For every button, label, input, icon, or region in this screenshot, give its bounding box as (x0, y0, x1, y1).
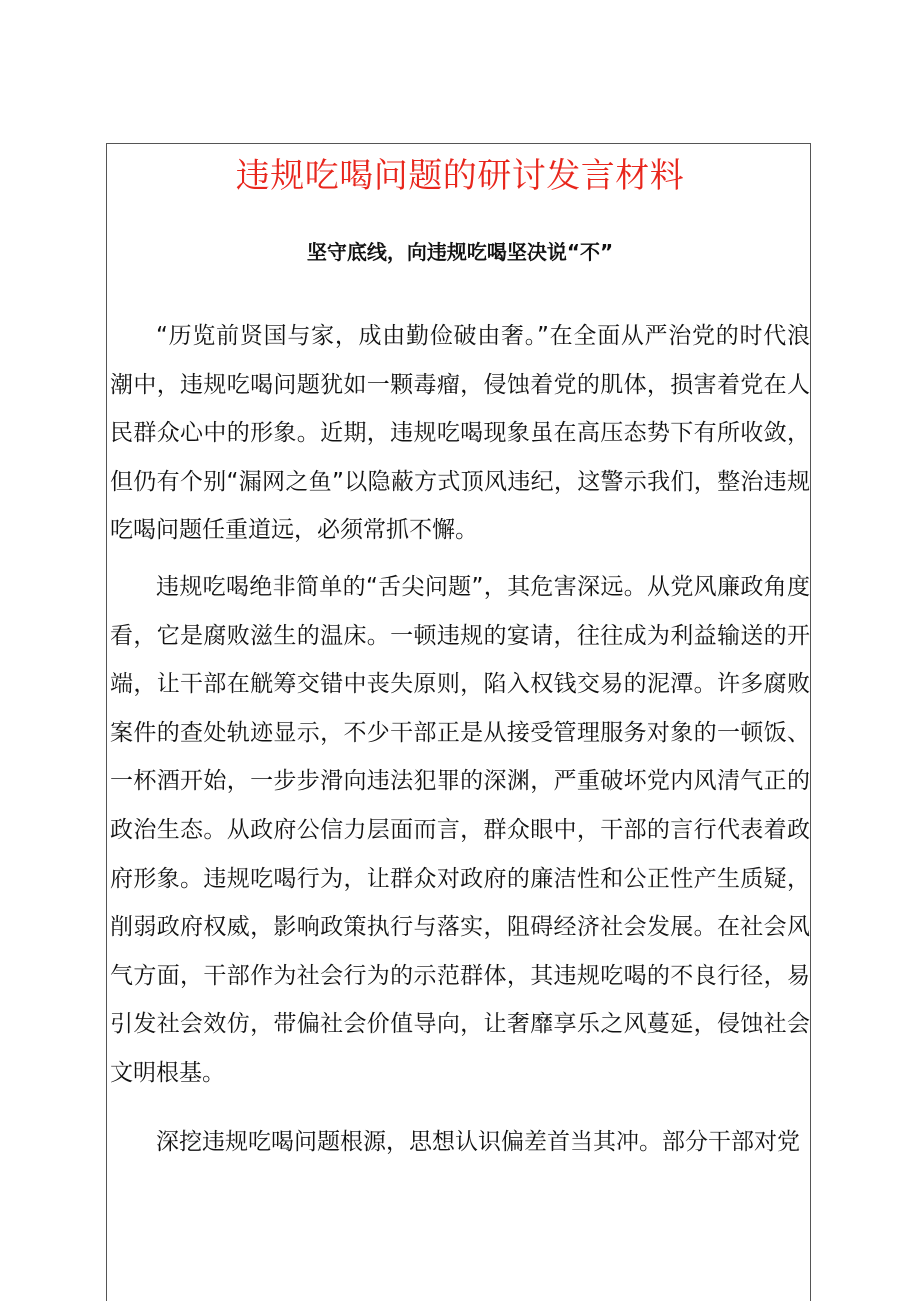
document-subtitle: 坚守底线，向违规吃喝坚决说“不” (306, 240, 614, 264)
document-title: 违规吃喝问题的研讨发言材料 (235, 156, 685, 196)
body-paragraph-2: 违规吃喝绝非简单的“舌尖问题”，其危害深远。从党风廉政角度看，它是腐败滋生的温床。一顿违规的宴请，往往成为利益输送的开端，让干部在觥筹交错中丧失原则，陷入权钱交易的泥潭。许多腐败案件的查处轨迹显示，不少干部正是从接受管理服务对象的一顿饭、一杯酒开始，一步步滑向违法犯罪的深渊，严重破坏党内风清气正的政治生态。从政府公信力层面而言，群众眼中，干部的言行代表着政府形象。违规吃喝行为，让群众对政府的廉洁性和公正性产生质疑，削弱政府权威，影响政策执行与落实，阻碍经济社会发展。在社会风气方面，干部作为社会行为的示范群体，其违规吃喝的不良行径，易引发社会效仿，带偏社会价值导向，让奢靡享乐之风蔓延，侵蚀社会文明根基。 (110, 573, 810, 1086)
body-paragraph-1: “历览前贤国与家，成由勤俭破由奢。”在全面从严治党的时代浪潮中，违规吃喝问题犹如一颗毒瘤，侵蚀着党的肌体，损害着党在人民群众心中的形象。近期，违规吃喝现象虽在高压态势下有所收敛，但仍有个别“漏网之鱼”以隐蔽方式顶风违纪，这警示我们，整治违规吃喝问题任重道远，必须常抓不懈。 (110, 323, 810, 544)
body-paragraph-3: 深挖违规吃喝问题根源，思想认识偏差首当其冲。部分干部对党 (156, 1128, 800, 1155)
document-body (110, 312, 810, 1166)
